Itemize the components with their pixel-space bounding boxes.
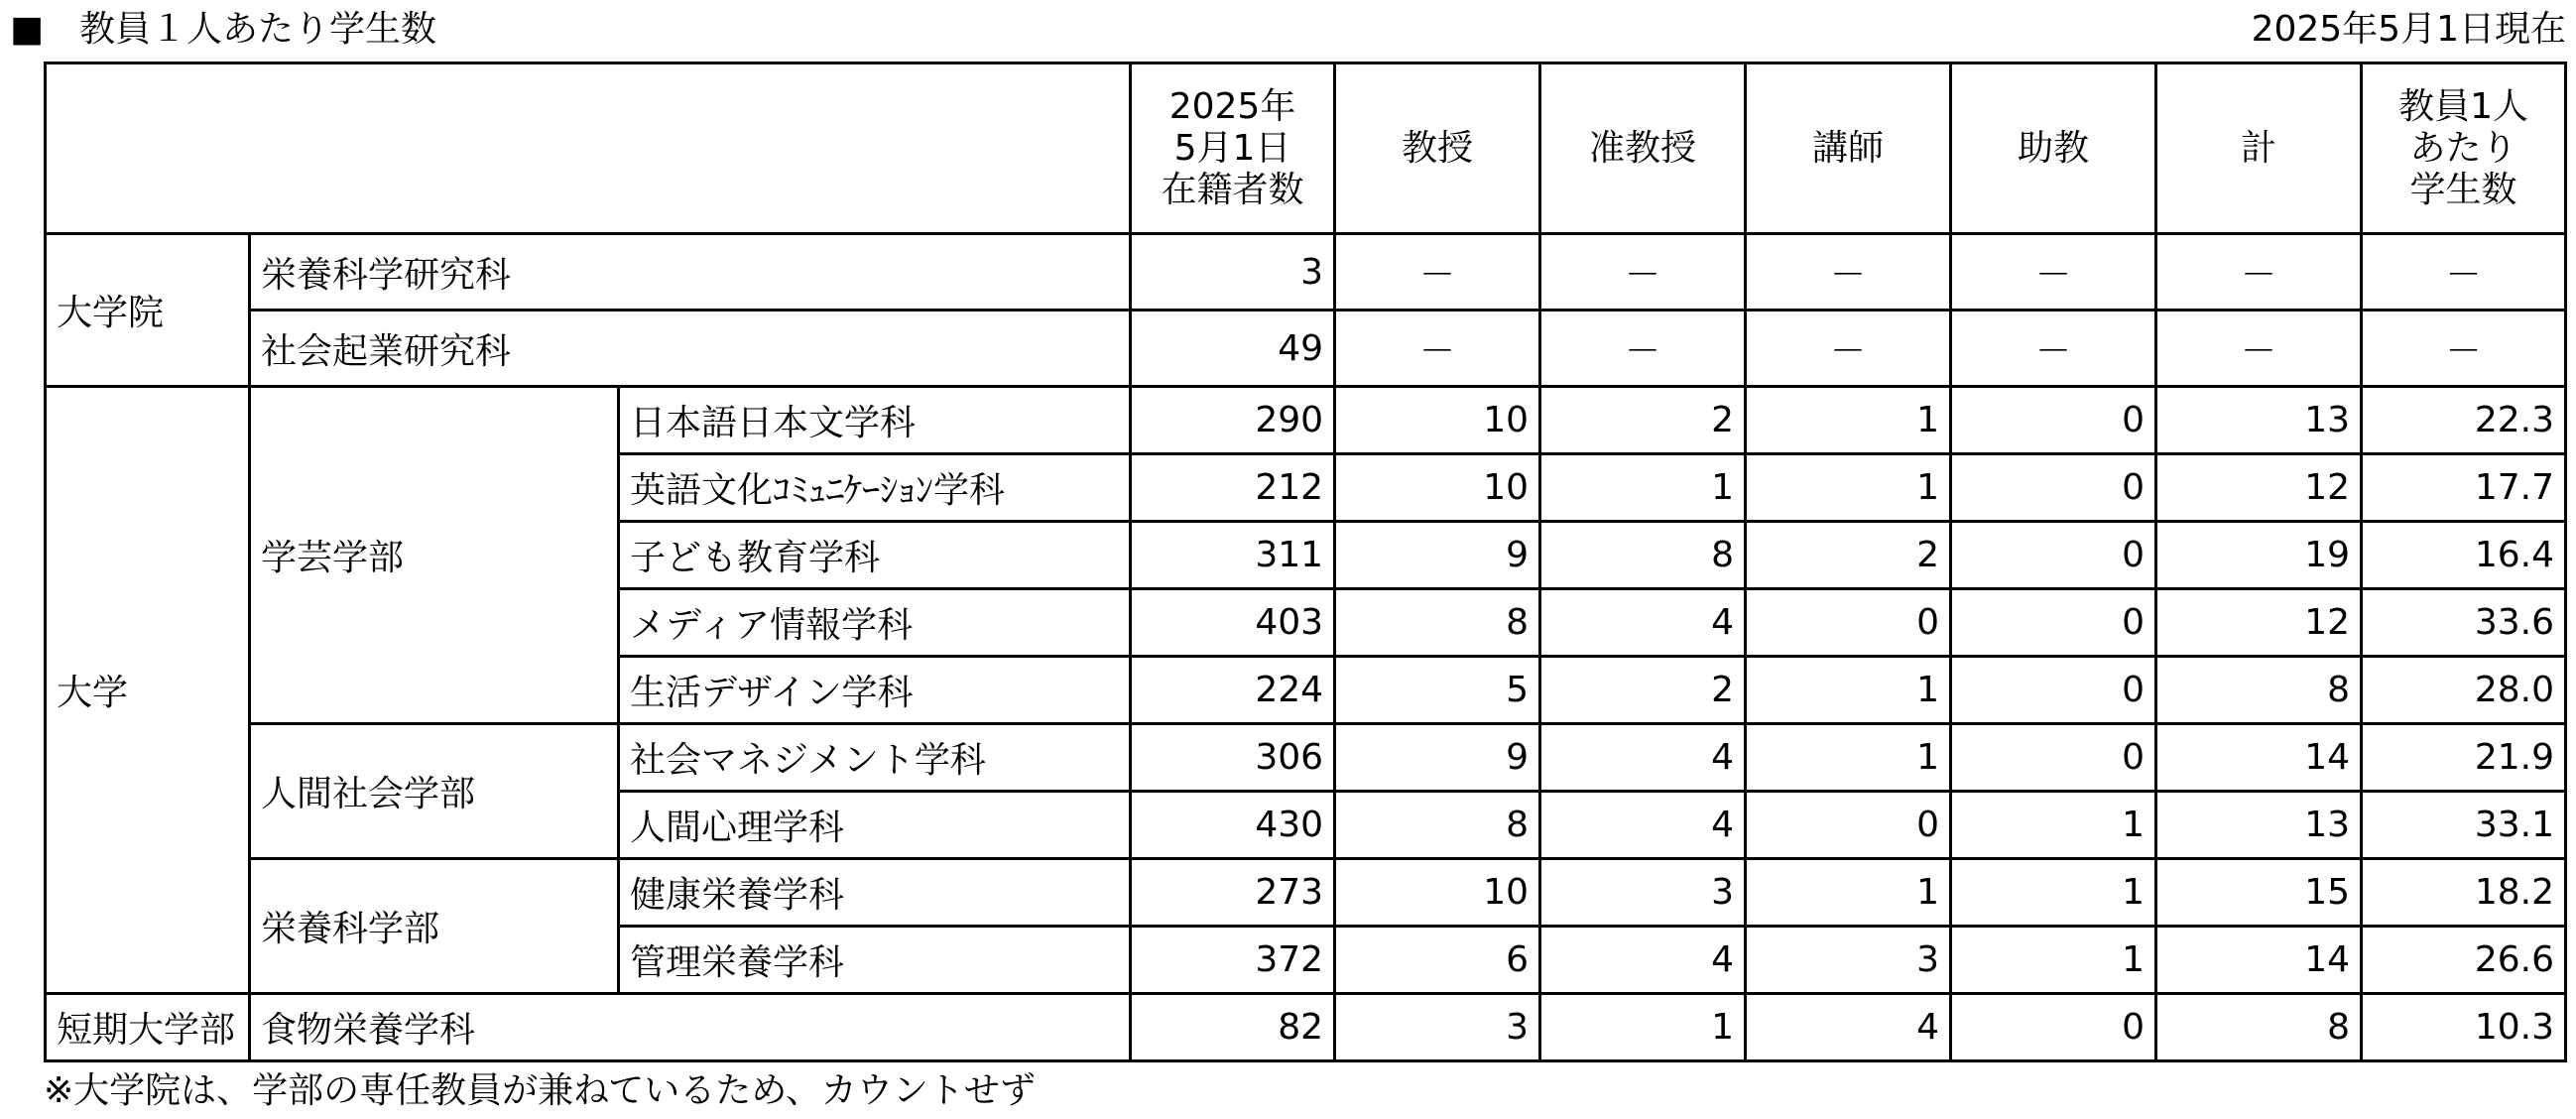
division-university: 大学 [46,387,250,994]
faculty-student-ratio-table [44,62,2567,1062]
associate-cell: 4 [1540,792,1746,859]
ratio-cell: 28.0 [2362,657,2566,724]
department-name: メディア情報学科 [619,589,1131,657]
total-cell: 15 [2156,859,2362,927]
header-professor: 教授 [1335,63,1540,234]
lecturer-cell: 1 [1746,859,1951,927]
associate-cell: 1 [1540,454,1746,522]
header-blank-cell [46,63,1131,234]
total-cell: 8 [2156,657,2362,724]
assistant-cell: 0 [1951,589,2156,657]
department-name: 子ども教育学科 [619,522,1131,589]
department-name: 健康栄養学科 [619,859,1131,927]
professor-cell: 3 [1335,994,1540,1061]
enrolled-cell: 224 [1131,657,1335,724]
header-lecturer: 講師 [1746,63,1951,234]
assistant-cell: － [1951,234,2156,311]
ratio-cell: 26.6 [2362,927,2566,994]
ratio-cell: 33.6 [2362,589,2566,657]
associate-cell: － [1540,311,1746,387]
enrolled-cell: 306 [1131,724,1335,792]
total-cell: 12 [2156,589,2362,657]
ratio-cell: － [2362,311,2566,387]
enrolled-cell: 430 [1131,792,1335,859]
header-enrolled-line: 5月1日 [1173,127,1291,169]
associate-cell: 4 [1540,927,1746,994]
associate-cell: 4 [1540,589,1746,657]
header-associate-professor: 准教授 [1540,63,1746,234]
lecturer-cell: 0 [1746,792,1951,859]
total-cell: 19 [2156,522,2362,589]
assistant-cell: 0 [1951,454,2156,522]
table-row [46,311,2566,387]
associate-cell: 2 [1540,387,1746,454]
division-graduate: 大学院 [46,234,250,387]
professor-cell: 6 [1335,927,1540,994]
lecturer-cell: 1 [1746,657,1951,724]
ratio-cell: 21.9 [2362,724,2566,792]
faculty-name: 人間社会学部 [250,724,619,859]
lecturer-cell: 4 [1746,994,1951,1061]
header-enrolled [1131,63,1335,234]
ratio-cell: 10.3 [2362,994,2566,1061]
faculty-name: 栄養科学部 [250,859,619,994]
ratio-cell: 17.7 [2362,454,2566,522]
header-per-faculty-line: 学生数 [2409,169,2517,210]
program-name: 社会起業研究科 [250,311,1131,387]
total-cell: 13 [2156,792,2362,859]
professor-cell: 5 [1335,657,1540,724]
associate-cell: 1 [1540,994,1746,1061]
professor-cell: － [1335,234,1540,311]
header-enrolled-line: 在籍者数 [1161,169,1304,210]
department-name: 人間心理学科 [619,792,1131,859]
header-enrolled-line: 2025年 [1168,85,1296,127]
header-per-faculty-line: 教員1人 [2398,85,2528,127]
table-row [46,859,2566,927]
professor-cell: 10 [1335,454,1540,522]
faculty-name: 学芸学部 [250,387,619,724]
division-junior-college: 短期大学部 [46,994,250,1061]
professor-cell: 10 [1335,387,1540,454]
ratio-cell: 33.1 [2362,792,2566,859]
assistant-cell: 0 [1951,387,2156,454]
total-cell: － [2156,234,2362,311]
department-name: 英語文化ｺﾐｭﾆｹｰｼｮﾝ学科 [619,454,1131,522]
department-name: 社会マネジメント学科 [619,724,1131,792]
associate-cell: － [1540,234,1746,311]
total-cell: 12 [2156,454,2362,522]
department-name: 食物栄養学科 [250,994,1131,1061]
lecturer-cell: 1 [1746,454,1951,522]
header-total: 計 [2156,63,2362,234]
enrolled-cell: 273 [1131,859,1335,927]
professor-cell: 8 [1335,589,1540,657]
assistant-cell: 0 [1951,657,2156,724]
enrolled-cell: 403 [1131,589,1335,657]
lecturer-cell: 0 [1746,589,1951,657]
associate-cell: 8 [1540,522,1746,589]
ratio-cell: 16.4 [2362,522,2566,589]
ratio-cell: － [2362,234,2566,311]
table-title: ■ 教員１人あたり学生数 [10,9,437,50]
header-per-faculty-line: あたり [2409,127,2517,169]
enrolled-cell: 372 [1131,927,1335,994]
as-of-date: 2025年5月1日現在 [2251,9,2566,50]
assistant-cell: 1 [1951,792,2156,859]
table-row [46,387,2566,454]
enrolled-cell: 311 [1131,522,1335,589]
lecturer-cell: 1 [1746,724,1951,792]
footnote: ※大学院は、学部の専任教員が兼ねているため、カウントせず [44,1070,1036,1111]
associate-cell: 3 [1540,859,1746,927]
lecturer-cell: 3 [1746,927,1951,994]
lecturer-cell: － [1746,311,1951,387]
lecturer-cell: － [1746,234,1951,311]
professor-cell: 9 [1335,522,1540,589]
lecturer-cell: 2 [1746,522,1951,589]
total-cell: 13 [2156,387,2362,454]
enrolled-cell: 82 [1131,994,1335,1061]
department-name: 日本語日本文学科 [619,387,1131,454]
assistant-cell: 0 [1951,724,2156,792]
department-name: 生活デザイン学科 [619,657,1131,724]
enrolled-cell: 290 [1131,387,1335,454]
assistant-cell: － [1951,311,2156,387]
associate-cell: 2 [1540,657,1746,724]
associate-cell: 4 [1540,724,1746,792]
total-cell: － [2156,311,2362,387]
table-row [46,234,2566,311]
table-row [46,724,2566,792]
enrolled-cell: 49 [1131,311,1335,387]
professor-cell: － [1335,311,1540,387]
total-cell: 8 [2156,994,2362,1061]
professor-cell: 10 [1335,859,1540,927]
table-row [46,994,2566,1061]
enrolled-cell: 3 [1131,234,1335,311]
professor-cell: 8 [1335,792,1540,859]
enrolled-cell: 212 [1131,454,1335,522]
program-name: 栄養科学研究科 [250,234,1131,311]
department-name: 管理栄養学科 [619,927,1131,994]
assistant-cell: 0 [1951,994,2156,1061]
assistant-cell: 1 [1951,927,2156,994]
assistant-cell: 0 [1951,522,2156,589]
header-per-faculty [2362,63,2566,234]
ratio-cell: 22.3 [2362,387,2566,454]
total-cell: 14 [2156,927,2362,994]
header-assistant-professor: 助教 [1951,63,2156,234]
assistant-cell: 1 [1951,859,2156,927]
header-row [46,63,2566,234]
professor-cell: 9 [1335,724,1540,792]
ratio-cell: 18.2 [2362,859,2566,927]
total-cell: 14 [2156,724,2362,792]
lecturer-cell: 1 [1746,387,1951,454]
